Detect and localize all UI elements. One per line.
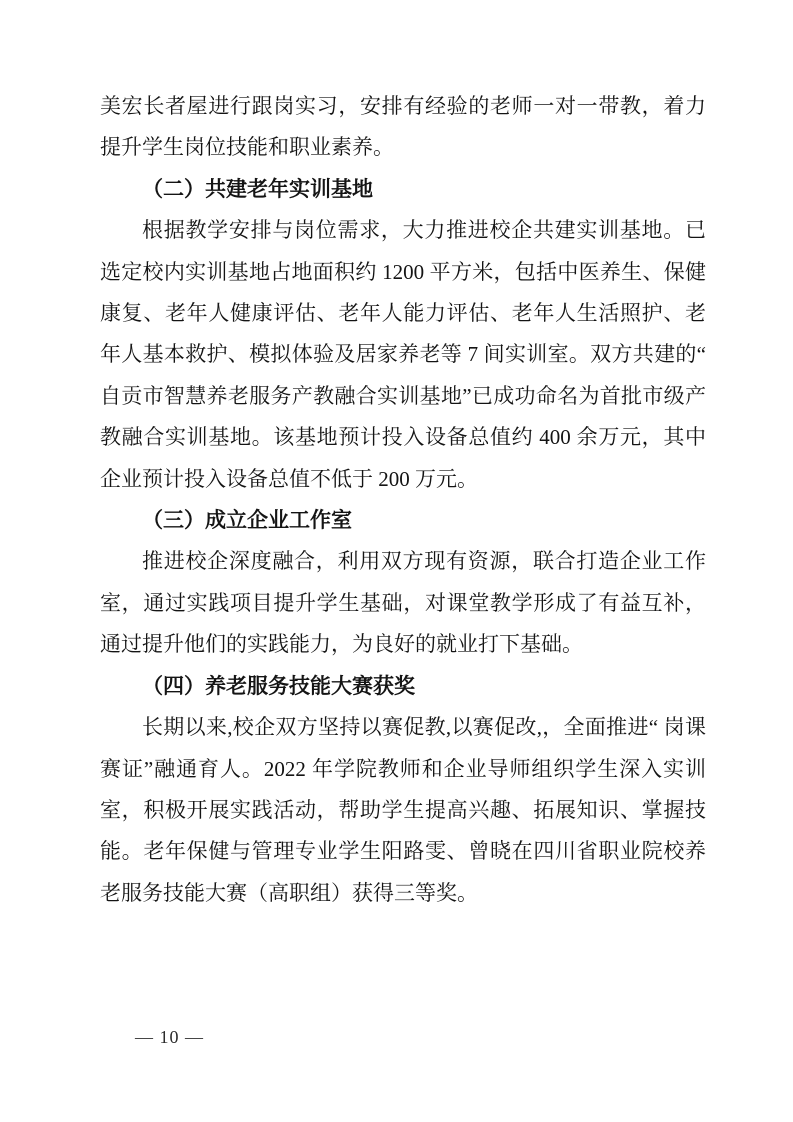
body-paragraph: 推进校企深度融合，利用双方现有资源，联合打造企业工作室，通过实践项目提升学生基础，对课堂教学形成了有益互补，通过提升他们的实践能力，为良好的就业打下基础。 — [100, 549, 706, 657]
section-heading-4: （四）养老服务技能大赛获奖 — [142, 673, 415, 698]
page-number: — 10 — — [135, 1027, 204, 1047]
document-body — [100, 86, 706, 914]
body-paragraph: 长期以来,校企双方坚持以赛促教,以赛促改,，全面推进“ 岗课赛证”融通育人。2022 年学院教师和企业导师组织学生深入实训室，积极开展实践活动，帮助学生提高兴趣、拓展知识、掌握技能。老年保健与管理专业学生阳路雯、曾晓在四川省职业院校养老服务技能大赛（高职组）获得三等奖。 — [100, 715, 706, 905]
section-heading-3: （三）成立企业工作室 — [142, 508, 352, 533]
body-paragraph-continuation: 美宏长者屋进行跟岗实习，安排有经验的老师一对一带教，着力提升学生岗位技能和职业素养。 — [100, 94, 706, 160]
section-heading-2: （二）共建老年实训基地 — [142, 176, 373, 201]
body-paragraph: 根据教学安排与岗位需求，大力推进校企共建实训基地。已选定校内实训基地占地面积约 1200 平方米，包括中医养生、保健康复、老年人健康评估、老年人能力评估、老年人生活照护、老年人基本救护、模拟体验及居家养老等 7 间实训室。双方共建的“ 自贡市智慧养老服务产教融合实训基地”已成功命名为首批市级产教融合实训基地。该基地预计投入设备总值约 400 余万元，其中企业预计投入设备总值不低于 200 万元。 — [100, 218, 706, 491]
